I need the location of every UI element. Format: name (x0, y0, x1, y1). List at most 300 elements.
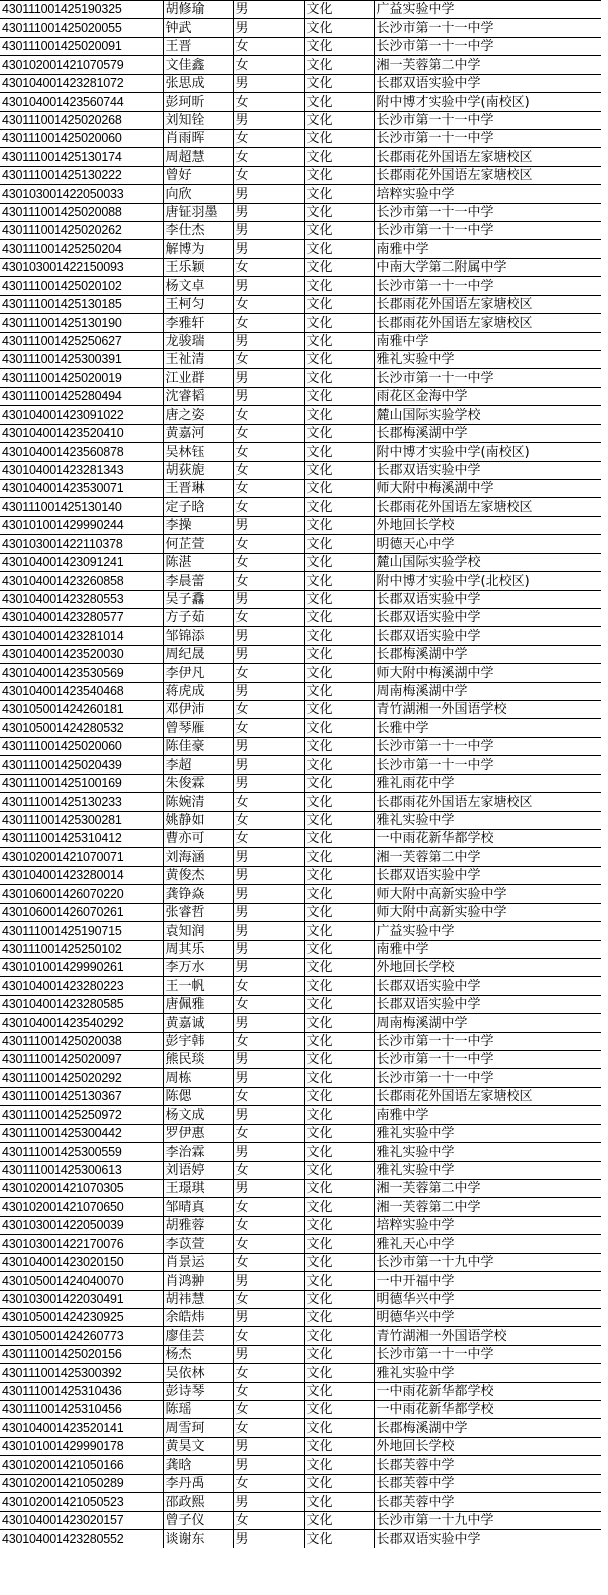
name-cell: 胡修瑜 (163, 1, 233, 19)
table-row (0, 572, 601, 590)
name-cell: 姚静如 (163, 811, 233, 829)
id-cell: 430104001423280553 (0, 590, 163, 608)
id-cell: 430104001423260858 (0, 572, 163, 590)
id-cell: 430104001423530569 (0, 664, 163, 682)
id-cell: 430111001425020262 (0, 222, 163, 240)
gender-cell: 女 (233, 1364, 304, 1382)
school-cell: 周南梅溪湖中学 (374, 682, 601, 700)
name-cell: 熊民琰 (163, 1051, 233, 1069)
name-cell: 龚晗 (163, 1456, 233, 1474)
school-cell: 外地回长学校 (374, 516, 601, 534)
table-row (0, 1474, 601, 1492)
category-cell: 文化 (304, 1253, 374, 1271)
category-cell: 文化 (304, 1456, 374, 1474)
category-cell: 文化 (304, 203, 374, 221)
id-cell: 430105001424260773 (0, 1327, 163, 1345)
table-row (0, 1235, 601, 1253)
table-row (0, 129, 601, 147)
name-cell: 吴子馫 (163, 590, 233, 608)
table-row (0, 1364, 601, 1382)
id-cell: 430103001422030491 (0, 1290, 163, 1308)
gender-cell: 男 (233, 387, 304, 405)
table-row (0, 1456, 601, 1474)
name-cell: 唐佩雅 (163, 995, 233, 1013)
table-row (0, 1, 601, 19)
name-cell: 蒋虎成 (163, 682, 233, 700)
id-cell: 430111001425130190 (0, 314, 163, 332)
gender-cell: 男 (233, 1345, 304, 1363)
school-cell: 雅礼实验中学 (374, 1143, 601, 1161)
gender-cell: 男 (233, 1051, 304, 1069)
table-row (0, 1198, 601, 1216)
school-cell: 湘一芙蓉第二中学 (374, 1180, 601, 1198)
id-cell: 430101001429990178 (0, 1437, 163, 1455)
id-cell: 430111001425020097 (0, 1051, 163, 1069)
name-cell: 胡祎慧 (163, 1290, 233, 1308)
gender-cell: 男 (233, 222, 304, 240)
category-cell: 文化 (304, 1032, 374, 1050)
school-cell: 长沙市第一十一中学 (374, 203, 601, 221)
name-cell: 陈婉清 (163, 793, 233, 811)
school-cell: 长沙市第一十九中学 (374, 1511, 601, 1529)
category-cell: 文化 (304, 424, 374, 442)
table-row (0, 664, 601, 682)
school-cell: 附中博才实验中学(南校区) (374, 93, 601, 111)
id-cell: 430102001421070579 (0, 56, 163, 74)
gender-cell: 女 (233, 1161, 304, 1179)
category-cell: 文化 (304, 590, 374, 608)
category-cell: 文化 (304, 1345, 374, 1363)
school-cell: 长郡雨花外国语左家塘校区 (374, 1087, 601, 1105)
gender-cell: 男 (233, 332, 304, 350)
gender-cell: 男 (233, 737, 304, 755)
school-cell: 长沙市第一十一中学 (374, 277, 601, 295)
school-cell: 长沙市第一十一中学 (374, 1345, 601, 1363)
gender-cell: 女 (233, 1253, 304, 1271)
school-cell: 明德华兴中学 (374, 1308, 601, 1326)
name-cell: 曹亦可 (163, 829, 233, 847)
gender-cell: 男 (233, 848, 304, 866)
table-row (0, 314, 601, 332)
gender-cell: 女 (233, 129, 304, 147)
name-cell: 李万水 (163, 958, 233, 976)
table-row (0, 406, 601, 424)
table-row (0, 903, 601, 921)
id-cell: 430103001422050033 (0, 185, 163, 203)
gender-cell: 男 (233, 922, 304, 940)
id-cell: 430104001423280014 (0, 866, 163, 884)
name-cell: 李丹禹 (163, 1474, 233, 1492)
category-cell: 文化 (304, 995, 374, 1013)
school-cell: 雅礼雨花中学 (374, 774, 601, 792)
category-cell: 文化 (304, 1069, 374, 1087)
id-cell: 430106001426070261 (0, 903, 163, 921)
table-row (0, 793, 601, 811)
gender-cell: 女 (233, 351, 304, 369)
table-row (0, 1272, 601, 1290)
id-cell: 430111001425250972 (0, 1106, 163, 1124)
name-cell: 王祉清 (163, 351, 233, 369)
gender-cell: 男 (233, 1143, 304, 1161)
category-cell: 文化 (304, 811, 374, 829)
gender-cell: 女 (233, 37, 304, 55)
gender-cell: 男 (233, 185, 304, 203)
table-row (0, 885, 601, 903)
gender-cell: 男 (233, 240, 304, 258)
school-cell: 附中博才实验中学(南校区) (374, 443, 601, 461)
category-cell: 文化 (304, 1474, 374, 1492)
table-row (0, 995, 601, 1013)
category-cell: 文化 (304, 903, 374, 921)
id-cell: 430102001421070305 (0, 1180, 163, 1198)
table-row (0, 461, 601, 479)
category-cell: 文化 (304, 498, 374, 516)
school-cell: 长郡梅溪湖中学 (374, 645, 601, 663)
name-cell: 王晋琳 (163, 479, 233, 497)
id-cell: 430102001421050166 (0, 1456, 163, 1474)
gender-cell: 男 (233, 111, 304, 129)
table-row (0, 1253, 601, 1271)
category-cell: 文化 (304, 1382, 374, 1400)
school-cell: 长郡雨花外国语左家塘校区 (374, 295, 601, 313)
name-cell: 肖雨晖 (163, 129, 233, 147)
name-cell: 张睿哲 (163, 903, 233, 921)
gender-cell: 女 (233, 829, 304, 847)
school-cell: 长郡雨花外国语左家塘校区 (374, 793, 601, 811)
school-cell: 湘一芙蓉第二中学 (374, 56, 601, 74)
gender-cell: 女 (233, 811, 304, 829)
id-cell: 430111001425020055 (0, 19, 163, 37)
id-cell: 430103001422170076 (0, 1235, 163, 1253)
gender-cell: 男 (233, 1493, 304, 1511)
id-cell: 430111001425130140 (0, 498, 163, 516)
table-row (0, 1493, 601, 1511)
school-cell: 麓山国际实验学校 (374, 406, 601, 424)
table-row (0, 185, 601, 203)
gender-cell: 女 (233, 1032, 304, 1050)
category-cell: 文化 (304, 19, 374, 37)
category-cell: 文化 (304, 1437, 374, 1455)
school-cell: 一中雨花新华都学校 (374, 1382, 601, 1400)
id-cell: 430104001423280577 (0, 608, 163, 626)
name-cell: 胡荻旎 (163, 461, 233, 479)
table-row (0, 1014, 601, 1032)
name-cell: 邓伊沛 (163, 701, 233, 719)
category-cell: 文化 (304, 1051, 374, 1069)
gender-cell: 女 (233, 443, 304, 461)
id-cell: 430102001421070650 (0, 1198, 163, 1216)
id-cell: 430111001425020268 (0, 111, 163, 129)
school-cell: 长郡雨花外国语左家塘校区 (374, 314, 601, 332)
id-cell: 430111001425100169 (0, 774, 163, 792)
school-cell: 南雅中学 (374, 1106, 601, 1124)
table-row (0, 1124, 601, 1142)
name-cell: 邹晴真 (163, 1198, 233, 1216)
id-cell: 430104001423280552 (0, 1530, 163, 1548)
school-cell: 附中博才实验中学(北校区) (374, 572, 601, 590)
category-cell: 文化 (304, 1, 374, 19)
gender-cell: 女 (233, 1382, 304, 1400)
school-cell: 长郡双语实验中学 (374, 461, 601, 479)
category-cell: 文化 (304, 1198, 374, 1216)
category-cell: 文化 (304, 645, 374, 663)
id-cell: 430111001425130185 (0, 295, 163, 313)
name-cell: 杨杰 (163, 1345, 233, 1363)
category-cell: 文化 (304, 737, 374, 755)
table-row (0, 608, 601, 626)
gender-cell: 女 (233, 1216, 304, 1234)
gender-cell: 男 (233, 682, 304, 700)
category-cell: 文化 (304, 387, 374, 405)
id-cell: 430101001429990244 (0, 516, 163, 534)
name-cell: 彭宇韩 (163, 1032, 233, 1050)
category-cell: 文化 (304, 258, 374, 276)
name-cell: 何芷萱 (163, 535, 233, 553)
school-cell: 长郡梅溪湖中学 (374, 1419, 601, 1437)
id-cell: 430104001423540292 (0, 1014, 163, 1032)
gender-cell: 男 (233, 627, 304, 645)
category-cell: 文化 (304, 314, 374, 332)
school-cell: 长郡梅溪湖中学 (374, 424, 601, 442)
school-cell: 长沙市第一十一中学 (374, 369, 601, 387)
category-cell: 文化 (304, 240, 374, 258)
name-cell: 李操 (163, 516, 233, 534)
category-cell: 文化 (304, 479, 374, 497)
table-row (0, 479, 601, 497)
table-row (0, 590, 601, 608)
table-row (0, 977, 601, 995)
school-cell: 青竹湖湘一外国语学校 (374, 1327, 601, 1345)
category-cell: 文化 (304, 1216, 374, 1234)
table-row (0, 682, 601, 700)
name-cell: 肖鸿翀 (163, 1272, 233, 1290)
id-cell: 430111001425300281 (0, 811, 163, 829)
id-cell: 430104001423520141 (0, 1419, 163, 1437)
id-cell: 430103001422050039 (0, 1216, 163, 1234)
gender-cell: 女 (233, 535, 304, 553)
name-cell: 定子晗 (163, 498, 233, 516)
gender-cell: 男 (233, 19, 304, 37)
gender-cell: 女 (233, 553, 304, 571)
id-cell: 430111001425020091 (0, 37, 163, 55)
table-row (0, 240, 601, 258)
table-row (0, 1216, 601, 1234)
table-row (0, 1437, 601, 1455)
gender-cell: 女 (233, 1474, 304, 1492)
name-cell: 唐之姿 (163, 406, 233, 424)
table-row (0, 1032, 601, 1050)
id-cell: 430111001425190715 (0, 922, 163, 940)
name-cell: 方子茹 (163, 608, 233, 626)
gender-cell: 女 (233, 166, 304, 184)
gender-cell: 女 (233, 1327, 304, 1345)
school-cell: 长雅中学 (374, 719, 601, 737)
school-cell: 长郡双语实验中学 (374, 627, 601, 645)
category-cell: 文化 (304, 516, 374, 534)
category-cell: 文化 (304, 129, 374, 147)
id-cell: 430102001421070071 (0, 848, 163, 866)
school-cell: 长沙市第一十一中学 (374, 1069, 601, 1087)
name-cell: 黄嘉诚 (163, 1014, 233, 1032)
table-row (0, 701, 601, 719)
category-cell: 文化 (304, 608, 374, 626)
table-row (0, 332, 601, 350)
name-cell: 胡雅蓉 (163, 1216, 233, 1234)
name-cell: 王晋 (163, 37, 233, 55)
category-cell: 文化 (304, 829, 374, 847)
name-cell: 袁知润 (163, 922, 233, 940)
id-cell: 430104001423281343 (0, 461, 163, 479)
table-row (0, 258, 601, 276)
name-cell: 李治霖 (163, 1143, 233, 1161)
school-cell: 长沙市第一十一中学 (374, 129, 601, 147)
table-row (0, 1051, 601, 1069)
gender-cell: 男 (233, 645, 304, 663)
table-row (0, 74, 601, 92)
id-cell: 430105001424040070 (0, 1272, 163, 1290)
gender-cell: 男 (233, 590, 304, 608)
category-cell: 文化 (304, 848, 374, 866)
id-cell: 430111001425310456 (0, 1401, 163, 1419)
gender-cell: 男 (233, 1014, 304, 1032)
name-cell: 曾子仪 (163, 1511, 233, 1529)
name-cell: 吴依林 (163, 1364, 233, 1382)
table-row (0, 19, 601, 37)
school-cell: 雅礼实验中学 (374, 811, 601, 829)
name-cell: 彭诗琴 (163, 1382, 233, 1400)
category-cell: 文化 (304, 922, 374, 940)
school-cell: 外地回长学校 (374, 1437, 601, 1455)
school-cell: 雅礼天心中学 (374, 1235, 601, 1253)
name-cell: 沈睿韬 (163, 387, 233, 405)
school-cell: 一中雨花新华都学校 (374, 1401, 601, 1419)
gender-cell: 女 (233, 701, 304, 719)
category-cell: 文化 (304, 682, 374, 700)
category-cell: 文化 (304, 719, 374, 737)
name-cell: 陈瑶 (163, 1401, 233, 1419)
school-cell: 南雅中学 (374, 240, 601, 258)
table-row (0, 1419, 601, 1437)
id-cell: 430111001425020060 (0, 129, 163, 147)
name-cell: 李伊凡 (163, 664, 233, 682)
id-cell: 430111001425020156 (0, 1345, 163, 1363)
category-cell: 文化 (304, 1235, 374, 1253)
name-cell: 曾琴雁 (163, 719, 233, 737)
name-cell: 吴林钰 (163, 443, 233, 461)
category-cell: 文化 (304, 664, 374, 682)
gender-cell: 男 (233, 203, 304, 221)
gender-cell: 男 (233, 774, 304, 792)
name-cell: 龙骏瑞 (163, 332, 233, 350)
category-cell: 文化 (304, 295, 374, 313)
gender-cell: 男 (233, 1, 304, 19)
id-cell: 430111001425020088 (0, 203, 163, 221)
category-cell: 文化 (304, 461, 374, 479)
table-row (0, 958, 601, 976)
school-cell: 长郡雨花外国语左家塘校区 (374, 498, 601, 516)
table-row (0, 351, 601, 369)
name-cell: 周雪珂 (163, 1419, 233, 1437)
name-cell: 陈偲 (163, 1087, 233, 1105)
gender-cell: 女 (233, 995, 304, 1013)
name-cell: 黄俊杰 (163, 866, 233, 884)
table-row (0, 93, 601, 111)
category-cell: 文化 (304, 1014, 374, 1032)
gender-cell: 男 (233, 1456, 304, 1474)
school-cell: 雨花区金海中学 (374, 387, 601, 405)
school-cell: 长沙市第一十一中学 (374, 1032, 601, 1050)
school-cell: 雅礼实验中学 (374, 1124, 601, 1142)
school-cell: 麓山国际实验学校 (374, 553, 601, 571)
id-cell: 430104001423281014 (0, 627, 163, 645)
school-cell: 一中开福中学 (374, 1272, 601, 1290)
school-cell: 广益实验中学 (374, 1, 601, 19)
school-cell: 师大附中高新实验中学 (374, 903, 601, 921)
category-cell: 文化 (304, 166, 374, 184)
id-cell: 430104001423020150 (0, 1253, 163, 1271)
name-cell: 周其乐 (163, 940, 233, 958)
id-cell: 430111001425020060 (0, 737, 163, 755)
table-row (0, 37, 601, 55)
id-cell: 430103001422150093 (0, 258, 163, 276)
id-cell: 430111001425300442 (0, 1124, 163, 1142)
gender-cell: 男 (233, 1530, 304, 1548)
category-cell: 文化 (304, 1530, 374, 1548)
name-cell: 李晨蕾 (163, 572, 233, 590)
school-cell: 一中雨花新华都学校 (374, 829, 601, 847)
school-cell: 长沙市第一十一中学 (374, 737, 601, 755)
school-cell: 长郡雨花外国语左家塘校区 (374, 166, 601, 184)
gender-cell: 女 (233, 608, 304, 626)
name-cell: 余皓炜 (163, 1308, 233, 1326)
gender-cell: 男 (233, 1437, 304, 1455)
id-cell: 430105001424280532 (0, 719, 163, 737)
id-cell: 430102001421050289 (0, 1474, 163, 1492)
table-row (0, 222, 601, 240)
gender-cell: 女 (233, 572, 304, 590)
category-cell: 文化 (304, 885, 374, 903)
table-row (0, 922, 601, 940)
name-cell: 李仕杰 (163, 222, 233, 240)
table-row (0, 1401, 601, 1419)
id-cell: 430111001425190325 (0, 1, 163, 19)
name-cell: 王乐颖 (163, 258, 233, 276)
category-cell: 文化 (304, 572, 374, 590)
school-cell: 湘一芙蓉第二中学 (374, 848, 601, 866)
name-cell: 杨文卓 (163, 277, 233, 295)
id-cell: 430111001425300391 (0, 351, 163, 369)
school-cell: 广益实验中学 (374, 922, 601, 940)
id-cell: 430111001425310412 (0, 829, 163, 847)
gender-cell: 女 (233, 1124, 304, 1142)
id-cell: 430105001424230925 (0, 1308, 163, 1326)
id-cell: 430111001425250204 (0, 240, 163, 258)
school-cell: 培粹实验中学 (374, 1216, 601, 1234)
gender-cell: 男 (233, 885, 304, 903)
id-cell: 430104001423520410 (0, 424, 163, 442)
id-cell: 430111001425130233 (0, 793, 163, 811)
table-row (0, 443, 601, 461)
category-cell: 文化 (304, 1511, 374, 1529)
category-cell: 文化 (304, 1087, 374, 1105)
table-row (0, 295, 601, 313)
category-cell: 文化 (304, 958, 374, 976)
id-cell: 430104001423280585 (0, 995, 163, 1013)
category-cell: 文化 (304, 940, 374, 958)
id-cell: 430111001425250627 (0, 332, 163, 350)
name-cell: 周超慧 (163, 148, 233, 166)
table-row (0, 627, 601, 645)
